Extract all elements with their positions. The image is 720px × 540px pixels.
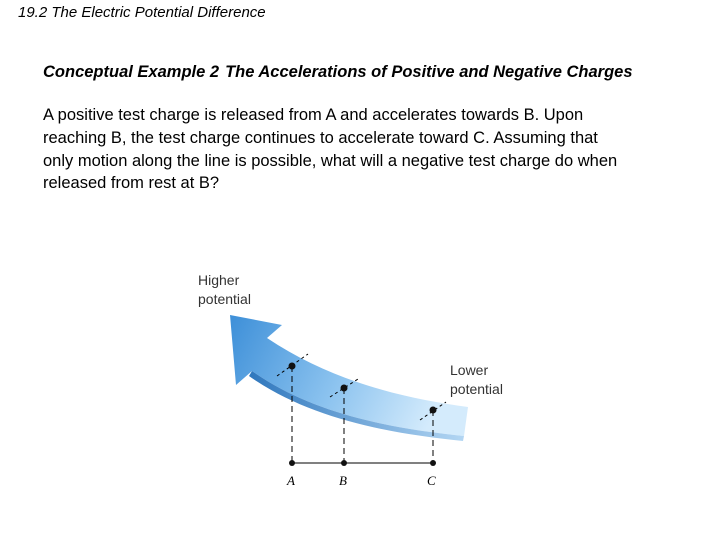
lower-label-line: potential [450,381,503,397]
label-a: A [287,473,295,488]
higher-label-line: Higher [198,272,240,288]
label-c: C [427,473,436,488]
point-c-on-arrow [430,407,437,414]
question-line: released from rest at B? [43,174,220,193]
higher-label-line: potential [198,291,251,307]
section-header: 19.2 The Electric Potential Difference [18,4,266,21]
point-a-on-arrow [289,363,296,370]
question-line: A positive test charge is released from A and accelerates towards B. Upon [43,106,584,124]
example-number: Conceptual Example 2 [43,63,220,81]
point-b-on-arrow [341,385,348,392]
question-line: reaching B, the test charge continues to accelerate toward C. Assuming that [43,128,598,147]
point-a [289,460,295,466]
point-b [341,460,347,466]
label-b: B [339,473,347,488]
example-name: The Accelerations of Positive and Negative Charges [225,63,633,81]
question-line: only motion along the line is possible, what will a negative test charge do when [43,151,618,170]
point-c [430,460,436,466]
lower-label-line: Lower [450,362,489,378]
